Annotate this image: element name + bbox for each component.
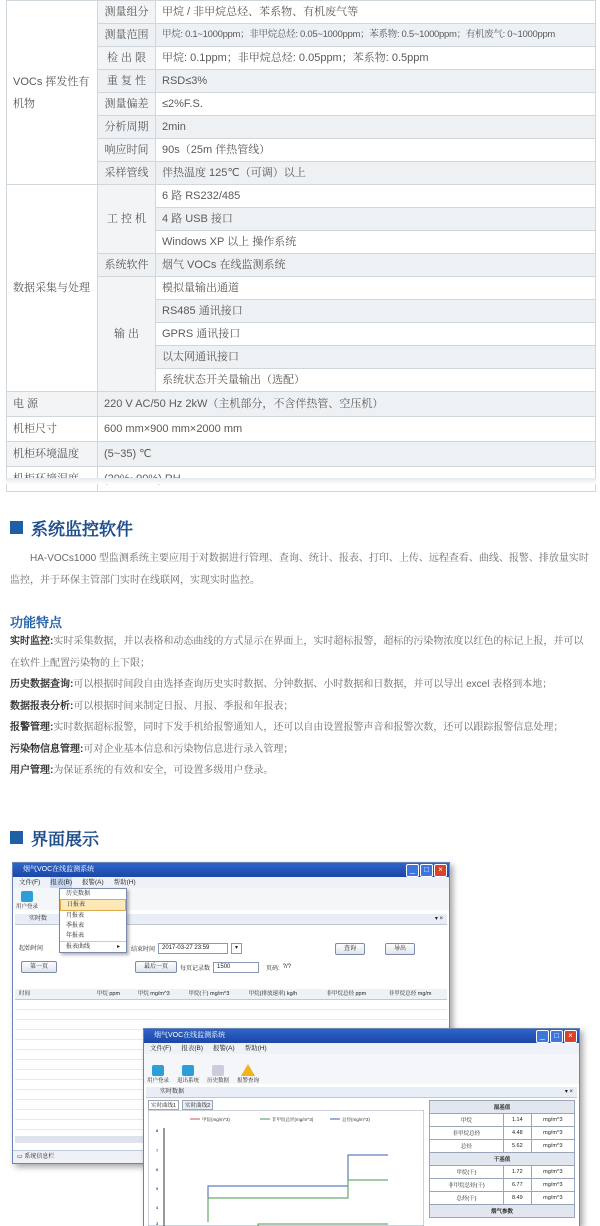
close-icon[interactable]: ×: [434, 864, 447, 877]
section-square-icon: [10, 521, 23, 534]
grid-col-header[interactable]: 甲烷 mg/m^3: [137, 991, 170, 997]
y-tick-label: 8: [156, 1128, 159, 1133]
feature-text: 实时采集数据，并以表格和动态曲线的方式显示在界面上，实时超标报警，超标的污染物浓度以红色的标记上报，并可以在软件上配置污染物的上下限；: [10, 636, 584, 669]
pager-row: [21, 961, 57, 973]
feature-text: 实时数据超标报警，同时下发手机给报警通知人，还可以自由设置报警声音和报警次数，还可以跟踪报警信息处理；: [53, 722, 564, 733]
sw-label: 系统软件: [98, 254, 156, 277]
spec-label: 分析周期: [98, 116, 156, 139]
spec-label: 重 复 性: [98, 70, 156, 93]
close-tab-icon[interactable]: ▾ ×: [564, 1089, 573, 1095]
voc-group-cell: [7, 1, 98, 185]
table-row: [430, 1179, 575, 1192]
flue-gas-header: 烟气参数: [430, 1205, 575, 1218]
status-doc-icon: ▭: [17, 1154, 25, 1160]
alarm-tool-button[interactable]: [237, 1064, 259, 1084]
legend-nmhc: 非甲烷总烃(mg/m^3): [272, 1117, 314, 1122]
maximize-icon[interactable]: □: [420, 864, 433, 877]
param-name: 总烃: [430, 1140, 504, 1153]
table-row: [430, 1114, 575, 1127]
feature-name: 数据报表分析:: [10, 700, 74, 712]
param-name: 非甲烷总烃: [430, 1127, 504, 1140]
spec-value: 以太网通讯接口: [156, 346, 596, 369]
subtab-strip: [148, 1100, 213, 1110]
page-label: 页码:: [266, 965, 280, 972]
grid-col-header[interactable]: 甲烷 ppm: [96, 991, 121, 997]
spec-label: 测量偏差: [98, 93, 156, 116]
dropdown-item[interactable]: 日报表: [60, 899, 126, 911]
spec-label: 电 源: [7, 392, 98, 417]
spec-value: 烟气 VOCs 在线监测系统: [156, 254, 596, 277]
spec-value: ≤2%F.S.: [156, 93, 596, 116]
query-button[interactable]: 查询: [335, 943, 365, 955]
monitor-title-text: 系统监控软件: [31, 520, 133, 539]
start-time-label: 起始时间: [19, 946, 44, 952]
realtime-curve-chart: [148, 1110, 424, 1226]
out-label: 输 出: [98, 277, 156, 392]
pager-row-right: [135, 961, 291, 973]
last-page-button[interactable]: 最后一页: [135, 961, 177, 973]
legend-methane: 甲烷(mg/m^3): [202, 1117, 230, 1122]
spec-value: (5~35) ℃: [98, 442, 596, 467]
section-square-icon: [10, 831, 23, 844]
spec-value: GPRS 通讯接口: [156, 323, 596, 346]
param-value: 8.49: [503, 1192, 531, 1205]
tool-label: 用户登录: [147, 1078, 170, 1084]
submenu-arrow-icon: ▸: [116, 944, 120, 950]
feature-text: 为保证系统的有效和安全，可设置多级用户登录。: [53, 765, 274, 776]
export-button[interactable]: 导出: [385, 943, 415, 955]
spec-value: 2min: [156, 116, 596, 139]
feature-text: 可以根据时间来制定日报、月报、季报和年报表；: [73, 700, 294, 712]
monitor-intro: HA-VOCs1000 型监测系统主要应用于对数据进行管理、查询、统计、报表、打印、上传、远程查看、曲线、报警、排放量实时监控，并于环保主管部门实时在线联网，实现实时监控。: [10, 553, 589, 586]
login-icon: [21, 891, 33, 902]
tool-label: 历史数据: [207, 1078, 230, 1084]
wet-basis-header: 湿基值: [430, 1101, 575, 1114]
spec-value: 系统状态开关量输出（选配）: [156, 369, 596, 392]
table-row: [430, 1127, 575, 1140]
dropdown-item[interactable]: [60, 941, 126, 952]
end-time-input[interactable]: 2017-03-27 23:59: [158, 943, 228, 954]
features-title: 功能特点: [10, 615, 63, 630]
dropdown-item[interactable]: 月报表: [66, 913, 85, 919]
minimize-icon[interactable]: _: [406, 864, 419, 877]
spec-label: 测量范围: [98, 24, 156, 47]
legend-total: 总烃(mg/m^3): [342, 1117, 370, 1122]
history-tool-button[interactable]: [207, 1065, 229, 1084]
dropdown-item-label: 报表曲线: [66, 944, 91, 950]
spec-value: 90s（25m 伴热管线）: [156, 139, 596, 162]
param-unit: mg/m^3: [531, 1127, 574, 1140]
param-name: 总烃(干): [430, 1192, 504, 1205]
spec-value: 伴热温度 125℃（可调）以上: [156, 162, 596, 185]
spec-value: 220 V AC/50 Hz 2kW（主机部分，不含伴热管、空压机）: [98, 392, 596, 417]
window-title: 烟气VOC在线监测系统: [23, 866, 95, 873]
y-tick-label: 3: [156, 1221, 159, 1226]
daq-group-cell: [7, 185, 98, 392]
window-title: 烟气VOC在线监测系统: [154, 1032, 226, 1039]
realtime-values-table: [429, 1100, 575, 1218]
spec-value: 甲烷: 0.1ppm；非甲烷总烃: 0.05ppm；苯系物: 0.5ppm: [156, 47, 596, 70]
login-icon: [152, 1065, 164, 1076]
login-tool-button[interactable]: [16, 891, 38, 910]
document-icon: [212, 1065, 224, 1076]
spec-value: 4 路 USB 接口: [156, 208, 596, 231]
param-unit: mg/m^3: [531, 1140, 574, 1153]
ipc-label: 工 控 机: [98, 185, 156, 254]
dropdown-item[interactable]: 季报表: [66, 923, 85, 929]
feature-item: [10, 674, 592, 696]
start-time-row: [19, 943, 43, 952]
param-value: 1.14: [503, 1114, 531, 1127]
feature-name: 历史数据查询:: [10, 679, 74, 690]
grid-col-header[interactable]: 甲烷(干) mg/m^3: [188, 991, 230, 997]
subtab-curve-1[interactable]: 实时曲线1: [148, 1100, 179, 1110]
y-tick-label: 7: [156, 1148, 159, 1153]
window-titlebar: [144, 1029, 579, 1043]
spec-value: 甲烷: 0.1~1000ppm；非甲烷总烃: 0.05~1000ppm；苯系物: 0.5~1000ppm；有机废气: 0~1000ppm: [156, 24, 596, 47]
param-value: 1.72: [503, 1166, 531, 1179]
menu-bar: [144, 1043, 579, 1054]
spec-value: RSD≤3%: [156, 70, 596, 93]
spec-label: 检 出 限: [98, 47, 156, 70]
menu-bar: [13, 877, 449, 888]
feature-item: [10, 760, 592, 782]
param-unit: mg/m^3: [531, 1166, 574, 1179]
page-value: ?/?: [282, 964, 292, 970]
warning-icon: [241, 1064, 255, 1076]
features-list: [10, 631, 592, 782]
feature-item: [10, 696, 592, 718]
spec-value: RS485 通讯接口: [156, 300, 596, 323]
param-unit: mg/m^3: [531, 1192, 574, 1205]
menu-help[interactable]: 帮助(H): [244, 1045, 267, 1052]
feature-name: 用户管理:: [10, 765, 54, 776]
tab-realtime[interactable]: 实时数: [29, 916, 48, 922]
end-time-row: [131, 943, 242, 954]
feature-item: [10, 717, 592, 739]
spec-label: 响应时间: [98, 139, 156, 162]
param-value: 4.48: [503, 1127, 531, 1140]
table-bottom-divider: [6, 478, 596, 484]
menu-file[interactable]: 文件(F): [150, 1045, 172, 1052]
subtab-curve-2[interactable]: 实时曲线2: [182, 1100, 213, 1110]
param-unit: mg/m^3: [531, 1179, 574, 1192]
menu-help[interactable]: 帮助(H): [113, 879, 136, 886]
feature-item: [10, 631, 592, 674]
window-titlebar: [13, 863, 449, 877]
grid-col-header[interactable]: 非甲烷总烃 ppm: [326, 991, 367, 997]
dry-basis-header: 干基值: [430, 1153, 575, 1166]
chart-frame: [148, 1110, 424, 1226]
close-icon[interactable]: ×: [564, 1030, 577, 1043]
param-name: 甲烷: [430, 1114, 504, 1127]
table-row: [430, 1166, 575, 1179]
param-unit: mg/m^3: [531, 1114, 574, 1127]
tool-label: 退出系统: [177, 1078, 200, 1084]
menu-file[interactable]: 文件(F): [19, 879, 41, 886]
menu-report[interactable]: 报表(B): [181, 1045, 203, 1052]
close-tab-icon[interactable]: ▾ ×: [434, 916, 443, 922]
spec-label: 机柜尺寸: [7, 417, 98, 442]
table-row: [430, 1140, 575, 1153]
param-name: 非甲烷总烃(干): [430, 1179, 504, 1192]
menu-report[interactable]: 报表(B): [50, 879, 72, 886]
maximize-icon[interactable]: □: [550, 1030, 563, 1043]
per-page-input[interactable]: 1500: [213, 962, 259, 973]
tool-label: 用户登录: [16, 904, 39, 910]
spec-value: Windows XP 以上 操作系统: [156, 231, 596, 254]
feature-name: 实时监控:: [10, 636, 54, 647]
exit-tool-button[interactable]: [177, 1065, 199, 1084]
spec-value: 600 mm×900 mm×2000 mm: [98, 417, 596, 442]
spec-label: 采样管线: [98, 162, 156, 185]
tool-label: 报警查询: [237, 1078, 260, 1084]
menu-alarm[interactable]: 报警(A): [81, 879, 104, 886]
report-dropdown: [59, 888, 127, 953]
date-picker-button[interactable]: ▾: [231, 943, 242, 954]
display-section-title: [10, 825, 99, 850]
per-page-label: 每页记录数: [180, 965, 211, 972]
param-value: 6.77: [503, 1179, 531, 1192]
exit-icon: [182, 1065, 194, 1076]
spec-table: [6, 0, 596, 492]
voc-group-label: VOCs 挥发性有机物: [13, 75, 90, 110]
end-time-label: 结束时间: [131, 947, 156, 953]
tab-realtime-data[interactable]: 实时数据: [160, 1089, 185, 1095]
spec-value: 6 路 RS232/485: [156, 185, 596, 208]
daq-group-label: 数据采集与处理: [13, 282, 90, 294]
menu-alarm[interactable]: 报警(A): [212, 1045, 235, 1052]
spec-label: 机柜环境温度: [7, 442, 98, 467]
monitor-section-title: [10, 515, 133, 540]
spec-label: 测量组分: [98, 1, 156, 24]
param-value: 5.62: [503, 1140, 531, 1153]
dropdown-item[interactable]: 年报表: [66, 933, 85, 939]
dropdown-item[interactable]: 历史数据: [66, 891, 91, 897]
display-title-text: 界面展示: [31, 830, 99, 849]
tab-strip: [146, 1087, 577, 1098]
y-tick-label: 6: [156, 1167, 159, 1172]
feature-text: 可以根据时间段自由选择查询历史实时数据、分钟数据、小时数据和日数据，并可以导出 excel 表格到本地；: [73, 679, 553, 690]
minimize-icon[interactable]: _: [536, 1030, 549, 1043]
feature-text: 可对企业基本信息和污染物信息进行录入管理；: [83, 743, 294, 755]
feature-item: [10, 739, 592, 761]
y-tick-label: 5: [156, 1186, 159, 1191]
first-page-button[interactable]: 第一页: [21, 961, 57, 973]
param-name: 甲烷(干): [430, 1166, 504, 1179]
feature-name: 污染物信息管理:: [10, 743, 84, 755]
y-tick-label: 4: [156, 1205, 159, 1210]
grid-col-header[interactable]: 时间: [19, 991, 31, 997]
status-text: 系统信息栏: [24, 1154, 55, 1160]
login-tool-button[interactable]: [147, 1065, 169, 1084]
table-row: [430, 1192, 575, 1205]
toolbar: [144, 1054, 579, 1084]
data-grid-header: [15, 989, 447, 1000]
grid-col-header[interactable]: 非甲烷总烃 mg/m: [388, 991, 432, 997]
spec-value: 甲烷 / 非甲烷总烃、苯系物、有机废气等: [156, 1, 596, 24]
app-window-realtime: [143, 1028, 580, 1226]
grid-col-header[interactable]: 甲烷(排放速率) kg/h: [248, 991, 298, 997]
feature-name: 报警管理:: [10, 722, 54, 733]
spec-value: 模拟量输出通道: [156, 277, 596, 300]
